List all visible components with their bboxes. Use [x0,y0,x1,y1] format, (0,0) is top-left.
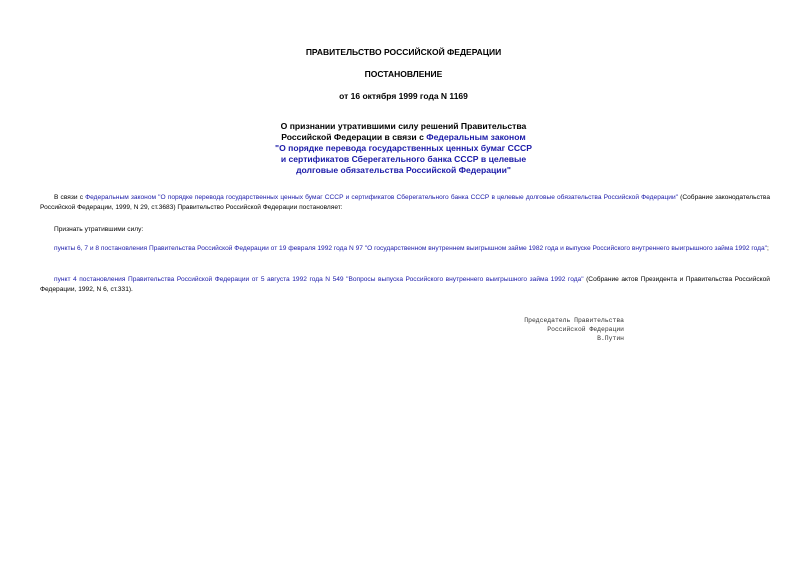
document-title [0,121,807,176]
paragraph-item-1 [40,244,770,254]
title-line-4-link[interactable]: и сертификатов Сберегательного банка СССР в целевые [280,154,527,164]
title-line-2 [0,132,807,143]
document-type: ПОСТАНОВЛЕНИЕ [364,69,443,79]
paragraph-declare [40,225,770,235]
title-line-3-link[interactable]: "О порядке перевода государственных ценных бумаг СССР [275,143,532,153]
p1-pre: В связи с [54,194,86,201]
federal-law-reference-link[interactable]: Федеральным законом "О порядке перевода государственных ценных бумаг СССР и сертификатов Сберегательного банка СССР в целевые долговые обязательства Российской Федерации" [85,194,679,201]
signature-name: В.Путин [597,335,624,342]
p1-post: (Собрание законодательства Российской Федерации, 1999, N 29, ст.3683) Правительство Российской Федерации постановляет: [40,194,770,211]
title-line-1: О признании утратившими силу решений Правительства [280,121,527,131]
resolution-97-link[interactable]: пункты 6, 7 и 8 постановления Правительства Российской Федерации от 19 февраля 1992 года N 97 "О государственном внутреннем выигрышном займе 1982 года и выпуске Российского внутреннего выигрышного займа 1992 года" [54,245,767,252]
signature-block [470,316,624,343]
resolution-549-link[interactable]: пункт 4 постановления Правительства Российской Федерации от 5 августа 1992 года N 549 "Вопросы выпуска Российского внутреннего выигрышного займа 1992 года" [54,276,584,283]
document-date: от 16 октября 1999 года N 1169 [339,91,468,101]
government-header: ПРАВИТЕЛЬСТВО РОССИЙСКОЙ ФЕДЕРАЦИИ [305,47,502,57]
p4-post: (Собрание актов Президента и Правительства Российской Федерации, 1992, N 6, ст.331). [40,276,770,293]
title-line-5-link[interactable]: долговые обязательства Российской Федерации" [296,165,511,175]
federal-law-link[interactable]: Федеральным законом [426,132,526,142]
p2-text: Признать утратившими силу: [54,226,144,233]
signature-org: Российской Федерации [547,326,624,333]
p3-post: ; [767,245,769,252]
paragraph-item-2 [40,275,770,295]
signature-title: Председатель Правительства [524,317,624,324]
title-line-2-text: Российской Федерации в связи с [281,132,427,142]
paragraph-preamble [40,193,770,213]
